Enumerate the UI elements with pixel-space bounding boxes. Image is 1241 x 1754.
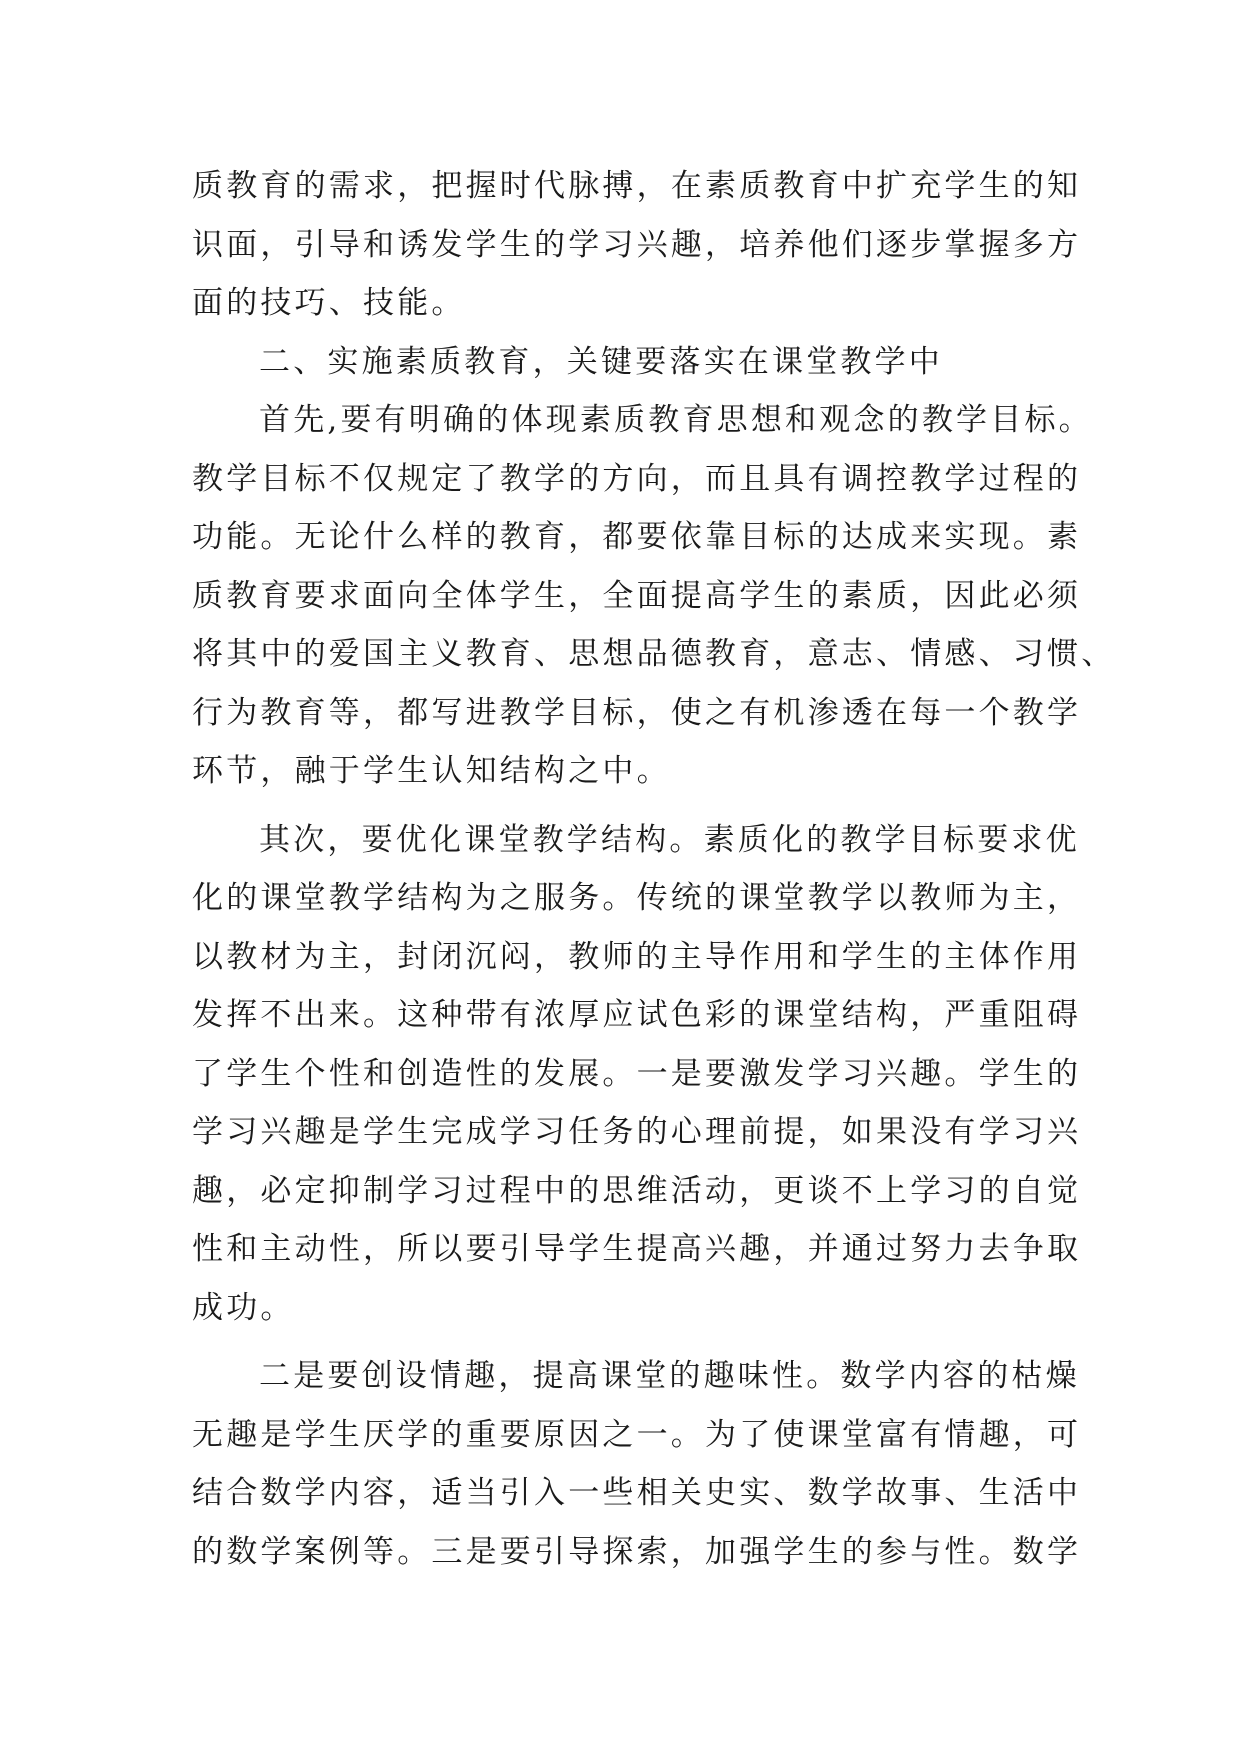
body-text: [192, 157, 1116, 1581]
text-line: 教学目标不仅规定了教学的方向，而且具有调控教学过程的: [192, 460, 1082, 497]
paragraph-first-point: [192, 391, 1116, 801]
text-line: 二是要创设情趣，提高课堂的趣味性。数学内容的枯燥: [259, 1358, 1080, 1394]
text-line: 成功。: [192, 1289, 295, 1326]
text-line: 识面，引导和诱发学生的学习兴趣，培养他们逐步掌握多方: [192, 226, 1082, 263]
text-line: 的数学案例等。三是要引导探索，加强学生的参与性。数学: [192, 1533, 1082, 1570]
text-line: 无趣是学生厌学的重要原因之一。为了使课堂富有情趣，可: [192, 1416, 1082, 1453]
text-line: 环节，融于学生认知结构之中。: [192, 753, 671, 789]
text-line: 以教材为主，封闭沉闷，教师的主导作用和学生的主体作用: [192, 938, 1082, 975]
text-line: 首先,要有明确的体现素质教育思想和观念的教学目标。: [259, 402, 1093, 438]
text-line: 质教育要求面向全体学生，全面提高学生的素质，因此必须: [192, 577, 1082, 614]
text-line: 将其中的爱国主义教育、思想品德教育，意志、情感、习惯、: [192, 636, 1116, 672]
text-line: 功能。无论什么样的教育，都要依靠目标的达成来实现。素: [192, 519, 1082, 555]
text-line: 面的技巧、技能。: [192, 285, 466, 321]
heading-line: 二、实施素质教育，关键要落实在课堂教学中: [259, 343, 943, 380]
text-line: 质教育的需求，把握时代脉搏，在素质教育中扩充学生的知: [192, 168, 1082, 204]
text-line: 学习兴趣是学生完成学习任务的心理前提，如果没有学习兴: [192, 1114, 1082, 1150]
text-line: 发挥不出来。这种带有浓厚应试色彩的课堂结构，严重阻碍: [192, 997, 1082, 1033]
text-line: 化的课堂教学结构为之服务。传统的课堂教学以教师为主，: [192, 880, 1082, 916]
text-line: 其次，要优化课堂教学结构。素质化的教学目标要求优: [259, 821, 1080, 858]
section-heading: [192, 333, 1052, 392]
paragraph-gap: [192, 1337, 1052, 1347]
paragraph-third-point: [192, 1347, 1082, 1581]
paragraph-second-point: [192, 811, 1082, 1338]
paragraph-continuation: [192, 157, 1082, 333]
text-line: 结合数学内容，适当引入一些相关史实、数学故事、生活中: [192, 1475, 1082, 1511]
paragraph-gap: [192, 801, 1052, 811]
text-line: 行为教育等，都写进教学目标，使之有机渗透在每一个教学: [192, 694, 1082, 731]
text-line: 了学生个性和创造性的发展。一是要激发学习兴趣。学生的: [192, 1055, 1082, 1092]
text-line: 性和主动性，所以要引导学生提高兴趣，并通过努力去争取: [192, 1231, 1082, 1267]
text-line: 趣，必定抑制学习过程中的思维活动，更谈不上学习的自觉: [192, 1172, 1082, 1209]
